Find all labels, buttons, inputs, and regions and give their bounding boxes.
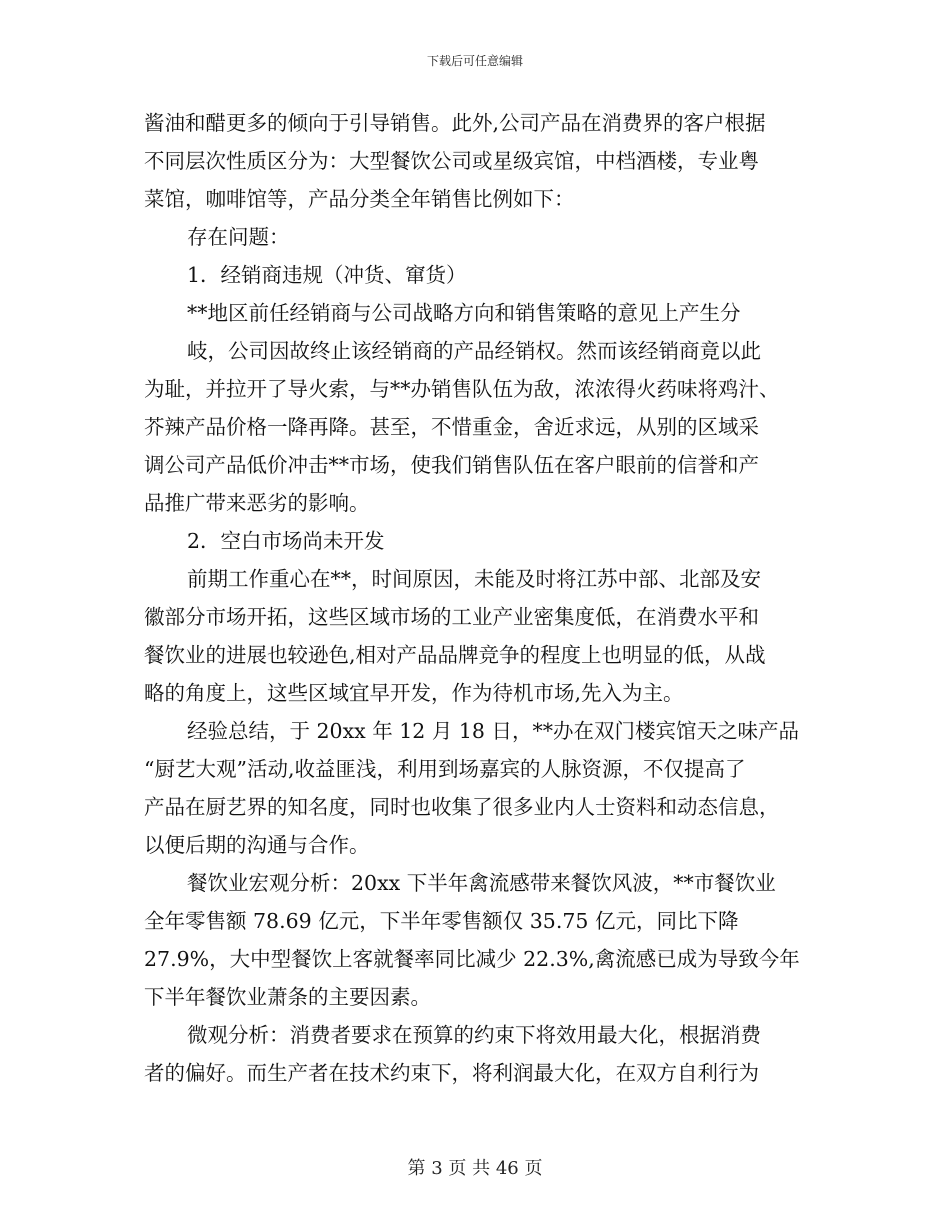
text-line: “厨艺大观”活动,收益匪浅，利用到场嘉宾的人脉资源，不仅提高了 — [144, 757, 746, 781]
text-line: 餐饮业宏观分析：20xx 下半年禽流感带来餐饮风波，**市餐饮业 — [187, 871, 776, 895]
text-line: 27.9%，大中型餐饮上客就餐率同比减少 22.3%,禽流感已成为导致今年 — [144, 947, 800, 971]
text-line: 岐，公司因故终止该经销商的产品经销权。然而该经销商竟以此 — [187, 339, 761, 363]
text-line: 存在问题： — [187, 225, 290, 249]
text-line: 前期工作重心在**，时间原因，未能及时将江苏中部、北部及安 — [187, 567, 761, 591]
text-line: **地区前任经销商与公司战略方向和销售策略的意见上产生分 — [187, 301, 741, 325]
text-line: 调公司产品低价冲击**市场，使我们销售队伍在客户眼前的信誉和产 — [144, 453, 759, 477]
text-line: 不同层次性质区分为：大型餐饮公司或星级宾馆，中档酒楼，专业粤 — [144, 149, 759, 173]
text-line: 酱油和醋更多的倾向于引导销售。此外,公司产品在消费界的客户根据 — [144, 111, 766, 135]
text-line: 品推广带来恶劣的影响。 — [144, 491, 370, 515]
text-line: 经验总结，于 20xx 年 12 月 18 日，**办在双门楼宾馆天之味产品 — [187, 719, 799, 743]
text-line: 餐饮业的进展也较逊色,相对产品品牌竞争的程度上也明显的低，从战 — [144, 643, 766, 667]
page-header: 下载后可任意编辑 — [426, 54, 523, 68]
text-line: 徽部分市场开拓，这些区域市场的工业产业密集度低，在消费水平和 — [144, 605, 759, 629]
document-body — [144, 104, 812, 1092]
text-line: 全年零售额 78.69 亿元，下半年零售额仅 35.75 亿元，同比下降 — [144, 909, 739, 933]
text-line: 2．空白市场尚未开发 — [187, 529, 385, 553]
text-line: 略的角度上，这些区域宜早开发，作为待机市场,先入为主。 — [144, 681, 684, 705]
page-footer: 第 3 页 共 46 页 — [407, 1158, 543, 1179]
text-line: 下半年餐饮业萧条的主要因素。 — [144, 985, 431, 1009]
text-line: 1．经销商违规（冲货、窜货） — [187, 263, 467, 287]
text-line: 菜馆，咖啡馆等，产品分类全年销售比例如下： — [144, 187, 575, 211]
text-line: 者的偏好。而生产者在技术约束下，将利润最大化，在双方自利行为 — [144, 1061, 759, 1085]
text-line: 为耻，并拉开了导火索，与**办销售队伍为敌，浓浓得火药味将鸡汁、 — [144, 377, 780, 401]
text-line: 微观分析：消费者要求在预算的约束下将效用最大化，根据消费 — [187, 1023, 761, 1047]
text-line: 产品在厨艺界的知名度，同时也收集了很多业内人士资料和动态信息， — [144, 795, 780, 819]
text-line: 芥辣产品价格一降再降。甚至，不惜重金，舍近求远，从别的区域采 — [144, 415, 759, 439]
text-line: 以便后期的沟通与合作。 — [144, 833, 370, 857]
